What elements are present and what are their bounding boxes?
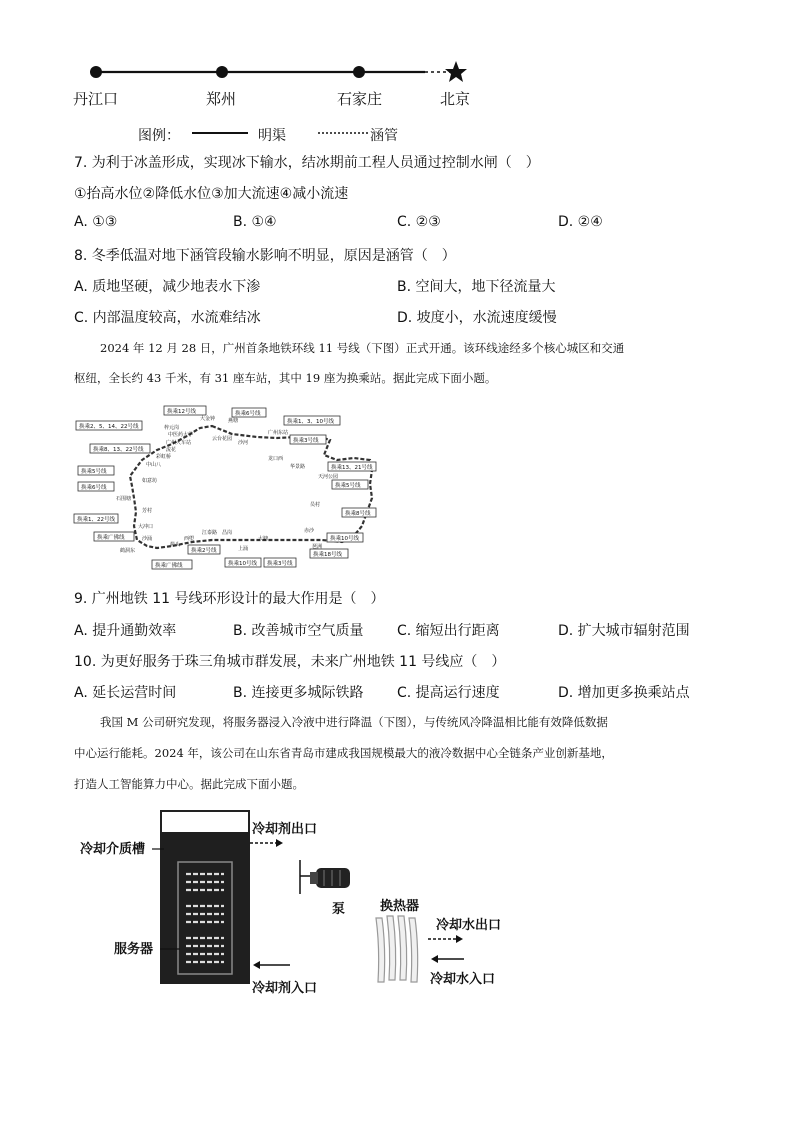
svg-text:换乘广佛线: 换乘广佛线 [97,535,125,541]
legend-prefix: 图例： [138,128,180,144]
option-b[interactable]: B. ①④ [233,214,277,230]
svg-text:龙口西: 龙口西 [268,456,284,462]
question-stem: 10. 为更好服务于珠三角城市群发展，未来广州地铁 11 号线应（ ） [74,654,506,670]
svg-text:换乘8、13、22号线: 换乘8、13、22号线 [93,447,144,453]
option-b[interactable]: B. 改善城市空气质量 [233,623,364,639]
svg-text:换乘5号线: 换乘5号线 [81,469,107,475]
svg-text:广州东站: 广州东站 [268,430,289,436]
coolant-inlet-arrow-icon [252,958,292,972]
option-b[interactable]: B. 空间大，地下径流量大 [397,279,556,295]
svg-text:广州火车站: 广州火车站 [166,440,192,446]
svg-text:换乘6号线: 换乘6号线 [235,411,261,417]
option-a[interactable]: A. 质地坚硬，减少地表水下渗 [74,279,261,295]
svg-text:西塱: 西塱 [184,536,195,542]
passage-line: 打造人工智能算力中心。据此完成下面小题。 [74,777,304,791]
question-stem: 8. 冬季低温对地下涵管段输水影响不明显，原因是涵管（ ） [74,248,456,264]
svg-text:华景路: 华景路 [290,464,306,470]
pump-icon [298,858,358,898]
passage-line: 中心运行能耗。2024 年，该公司在山东省青岛市建成我国规模最大的液冷数据中心全链条产业创新基地， [74,746,613,760]
svg-text:换乘广佛线: 换乘广佛线 [155,563,183,569]
svg-text:员村: 员村 [310,502,321,508]
svg-text:中医药大学: 中医药大学 [168,432,194,438]
svg-text:天河公园: 天河公园 [318,474,339,480]
metro-line-11-map [72,400,382,572]
passage-line: 枢纽，全长约 43 千米，有 31 座车站，其中 19 座为换乘站。据此完成下面小题。 [74,371,497,385]
svg-text:换乘1、3、10号线: 换乘1、3、10号线 [287,419,334,425]
legend-open-channel: 明渠 [258,128,286,144]
server-rack [176,860,234,978]
station-dot [216,66,228,78]
svg-text:换乘1、22号线: 换乘1、22号线 [77,517,115,523]
passage-line: 我国 M 公司研究发现，将服务器浸入冷液中进行降温（下图），与传统风冷降温相比能有效降低数据 [100,715,608,729]
option-c[interactable]: C. 提高运行速度 [397,685,500,701]
svg-text:换乘5号线: 换乘5号线 [335,483,361,489]
heat-exchanger-icon [372,912,430,986]
option-c[interactable]: C. ②③ [397,214,441,230]
svg-text:云台花园: 云台花园 [212,436,233,442]
svg-text:换乘13、21号线: 换乘13、21号线 [331,465,373,471]
option-a[interactable]: A. 提升通勤效率 [74,623,177,639]
server-label: 服务器 [114,942,154,957]
station-label: 郑州 [206,90,237,108]
coolant-outlet-arrow-icon [250,836,284,850]
water-inlet-label: 冷却水入口 [430,972,496,987]
station-label: 石家庄 [337,90,383,108]
svg-text:大金钟: 大金钟 [200,416,216,422]
tank-label: 冷却介质槽 [80,842,146,857]
svg-text:鹤洞东: 鹤洞东 [120,548,136,554]
svg-text:换乘10号线: 换乘10号线 [330,536,359,542]
option-d[interactable]: D. 坡度小，水流速度缓慢 [397,310,557,326]
station-dot [353,66,365,78]
dashed-line-legend-icon [318,126,372,140]
pump-label: 泵 [332,902,346,917]
passage-line: 2024 年 12 月 28 日，广州首条地铁环线 11 号线（下图）正式开通。该环线途经多个核心城区和交通 [100,341,625,355]
svg-text:中山八: 中山八 [146,462,162,468]
svg-text:梓元岗: 梓元岗 [164,425,180,431]
option-d[interactable]: D. 扩大城市辐射范围 [558,623,690,639]
svg-text:赤沙: 赤沙 [304,528,315,534]
svg-text:彩虹桥: 彩虹桥 [156,454,172,460]
station-dot [90,66,102,78]
option-b[interactable]: B. 连接更多城际铁路 [233,685,364,701]
svg-text:换乘18号线: 换乘18号线 [313,552,342,558]
coolant-inlet-label: 冷却剂入口 [252,981,318,996]
svg-text:换乘12号线: 换乘12号线 [167,409,196,415]
option-c[interactable]: C. 内部温度较高，水流难结冰 [74,310,261,326]
option-d[interactable]: D. 增加更多换乘站点 [558,685,690,701]
question-items: ①抬高水位②降低水位③加大流速④减小流速 [74,186,349,202]
station-label: 北京 [440,90,471,108]
water-outlet-arrow-icon [428,932,464,946]
svg-text:芳村: 芳村 [142,508,153,514]
heat-exchanger-label: 换热器 [380,899,420,914]
question-stem: 7. 为利于冰盖形成，实现冰下输水，结冰期前工程人员通过控制水闸（ ） [74,155,540,171]
svg-text:大塘: 大塘 [258,536,269,542]
svg-text:换乘10号线: 换乘10号线 [228,561,257,567]
svg-text:如意坊: 如意坊 [142,478,158,484]
svg-text:燕塘: 燕塘 [228,418,239,424]
svg-text:大冲口: 大冲口 [138,524,154,530]
svg-text:上涌: 上涌 [238,546,249,552]
svg-text:江泰路: 江泰路 [202,530,218,536]
legend-culvert: 涵管 [370,128,398,144]
svg-text:换乘8号线: 换乘8号线 [345,511,371,517]
svg-text:沙涌: 沙涌 [142,536,153,542]
svg-text:流花: 流花 [166,447,177,453]
svg-text:换乘3号线: 换乘3号线 [267,561,293,567]
svg-text:换乘3号线: 换乘3号线 [293,438,319,444]
option-a[interactable]: A. 延长运营时间 [74,685,177,701]
svg-text:沙河: 沙河 [238,440,249,446]
svg-text:换乘2号线: 换乘2号线 [191,548,217,554]
svg-text:槎头: 槎头 [170,542,181,548]
water-outlet-label: 冷却水出口 [436,918,502,933]
water-inlet-arrow-icon [430,952,466,966]
coolant-outlet-label: 冷却剂出口 [252,822,318,837]
svg-text:换乘2、5、14、22号线: 换乘2、5、14、22号线 [79,424,139,430]
option-d[interactable]: D. ②④ [558,214,603,230]
svg-text:琶洲: 琶洲 [312,544,323,550]
station-label: 丹江口 [73,90,119,108]
svg-text:石围塘: 石围塘 [116,496,132,502]
svg-text:昌岗: 昌岗 [222,530,233,536]
option-a[interactable]: A. ①③ [74,214,118,230]
star-icon [445,61,467,82]
option-c[interactable]: C. 缩短出行距离 [397,623,500,639]
svg-text:换乘6号线: 换乘6号线 [81,485,107,491]
canal-route-line [80,58,480,86]
question-stem: 9. 广州地铁 11 号线环形设计的最大作用是（ ） [74,591,385,607]
solid-line-legend-icon [192,126,250,140]
